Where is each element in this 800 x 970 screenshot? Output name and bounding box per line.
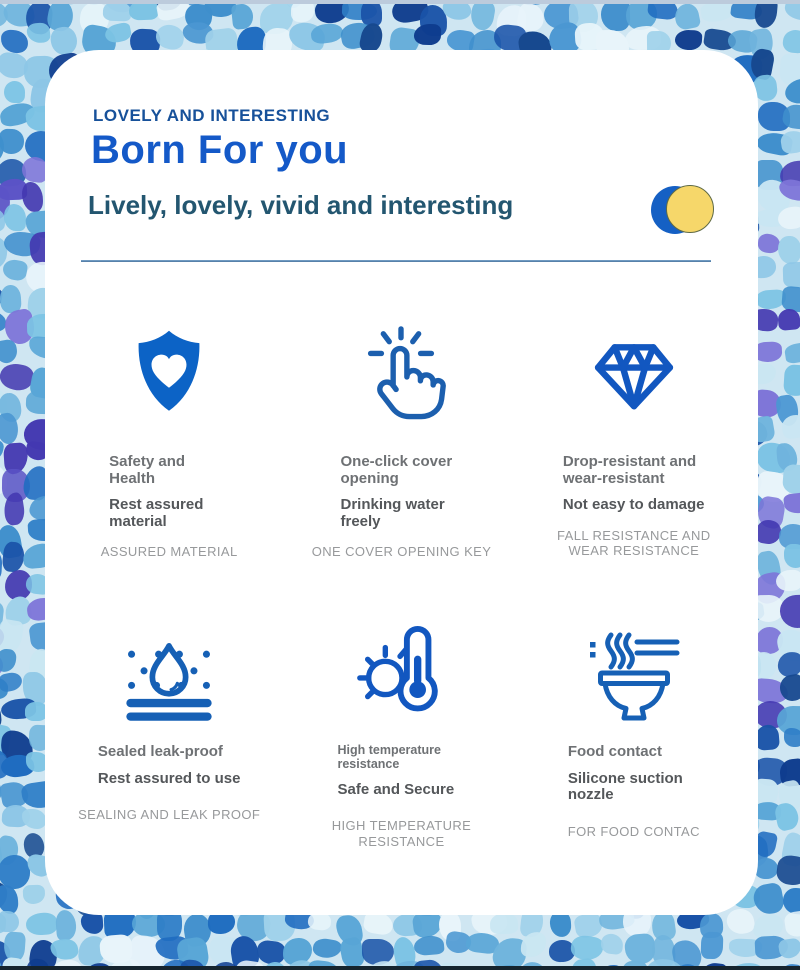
feature-labels — [109, 454, 229, 530]
mosaic-tile — [700, 932, 723, 960]
mosaic-tile — [4, 81, 26, 104]
mosaic-tile — [784, 727, 800, 746]
features-row-2 — [53, 610, 750, 849]
mosaic-tile — [754, 0, 779, 29]
feature-subtitle: Silicone suction nozzle — [567, 769, 683, 803]
feature-labels — [98, 744, 241, 787]
feature-title: Food contact — [567, 743, 662, 760]
one-click-hand-icon — [352, 300, 450, 448]
mosaic-tile — [779, 594, 800, 628]
feature-caption: ASSURED MATERIAL — [100, 544, 238, 559]
feature-subtitle: Rest assured to use — [97, 769, 241, 787]
mosaic-tile — [23, 885, 46, 905]
thermometer-sun-icon — [351, 610, 451, 740]
mosaic-tile — [782, 29, 800, 54]
mosaic-tile — [783, 909, 800, 938]
top-edge-strip — [0, 0, 800, 4]
mosaic-tile — [1, 258, 28, 282]
noodle-bowl-icon — [582, 610, 686, 740]
mosaic-tile — [469, 0, 496, 32]
feature-safety-health — [53, 300, 285, 560]
feature-subtitle: Rest assured material — [109, 496, 204, 530]
subtitle-text: Lively, lovely, vivid and interesting — [88, 190, 514, 220]
feature-leak-proof — [53, 610, 285, 849]
feature-title: Sealed leak-proof — [97, 743, 223, 760]
feature-title: Safety and Health — [109, 453, 186, 487]
feature-title: High temperature resistance — [337, 743, 441, 771]
feature-subtitle: Not easy to damage — [562, 496, 705, 513]
mosaic-tile — [80, 912, 104, 935]
features-row-1 — [53, 300, 750, 560]
mosaic-tile — [783, 364, 800, 397]
feature-one-click — [285, 300, 517, 560]
mosaic-tile — [1, 29, 29, 53]
feature-labels — [563, 454, 705, 514]
mosaic-tile — [779, 129, 800, 154]
mosaic-tile — [0, 911, 19, 932]
feature-caption: FALL RESISTANCE AND WEAR RESISTANCE — [557, 527, 711, 559]
feature-high-temperature — [285, 610, 517, 849]
feature-labels — [337, 744, 465, 798]
feature-subtitle: Drinking water freely — [340, 496, 445, 530]
mosaic-tile — [752, 881, 786, 916]
promo-card — [45, 50, 758, 915]
mosaic-tile — [600, 933, 624, 956]
mosaic-tile — [783, 341, 800, 364]
mosaic-tile — [0, 129, 24, 154]
mosaic-tile — [413, 935, 444, 957]
mosaic-tile — [4, 204, 27, 231]
mosaic-tile — [55, 909, 78, 940]
eyebrow-text: LOVELY AND INTERESTING — [93, 106, 331, 125]
mosaic-tile — [783, 261, 800, 288]
feature-caption: FOR FOOD CONTAC — [567, 823, 700, 839]
feature-caption: SEALING AND LEAK PROOF — [78, 807, 261, 822]
mosaic-tile — [784, 544, 800, 568]
diamond-icon — [584, 300, 684, 448]
mosaic-tile — [22, 809, 46, 829]
bottom-edge-strip — [0, 966, 800, 970]
mosaic-tile — [674, 29, 702, 50]
mosaic-tile — [26, 22, 51, 44]
mosaic-tile — [776, 570, 800, 591]
feature-drop-resistant — [518, 300, 750, 560]
mosaic-tile — [725, 907, 756, 936]
mosaic-tile — [778, 235, 800, 264]
mosaic-tile — [521, 932, 546, 958]
shield-heart-icon — [123, 300, 215, 448]
mosaic-tile — [775, 854, 800, 886]
feature-caption: ONE COVER OPENING KEY — [311, 544, 492, 559]
yellow-circle-decoration — [666, 185, 714, 233]
feature-food-contact — [518, 610, 750, 849]
mosaic-tile — [0, 671, 23, 693]
mosaic-tile — [25, 912, 58, 936]
feature-title: Drop-resistant and wear-resistant — [562, 453, 697, 487]
page-title: Born For you — [91, 128, 349, 172]
feature-subtitle: Safe and Secure — [337, 780, 455, 798]
feature-labels — [568, 744, 700, 804]
mosaic-tile — [22, 182, 43, 212]
mosaic-tile — [0, 574, 1, 604]
mosaic-tile — [777, 308, 800, 331]
feature-title: One-click cover opening — [340, 453, 453, 487]
mosaic-tile — [783, 491, 800, 514]
feature-labels — [340, 454, 462, 530]
water-drop-seal-icon — [113, 610, 225, 740]
divider-line — [81, 260, 711, 262]
feature-caption: HIGH TEMPERATURE RESISTANCE — [331, 818, 472, 849]
mosaic-tile — [0, 649, 17, 673]
mosaic-tile — [414, 23, 441, 45]
mosaic-tile — [490, 912, 519, 934]
mosaic-tile — [231, 3, 254, 30]
mosaic-tile — [1, 541, 25, 573]
mosaic-tile — [778, 938, 800, 961]
mosaic-tile — [311, 937, 342, 961]
mosaic-tile — [0, 284, 22, 313]
